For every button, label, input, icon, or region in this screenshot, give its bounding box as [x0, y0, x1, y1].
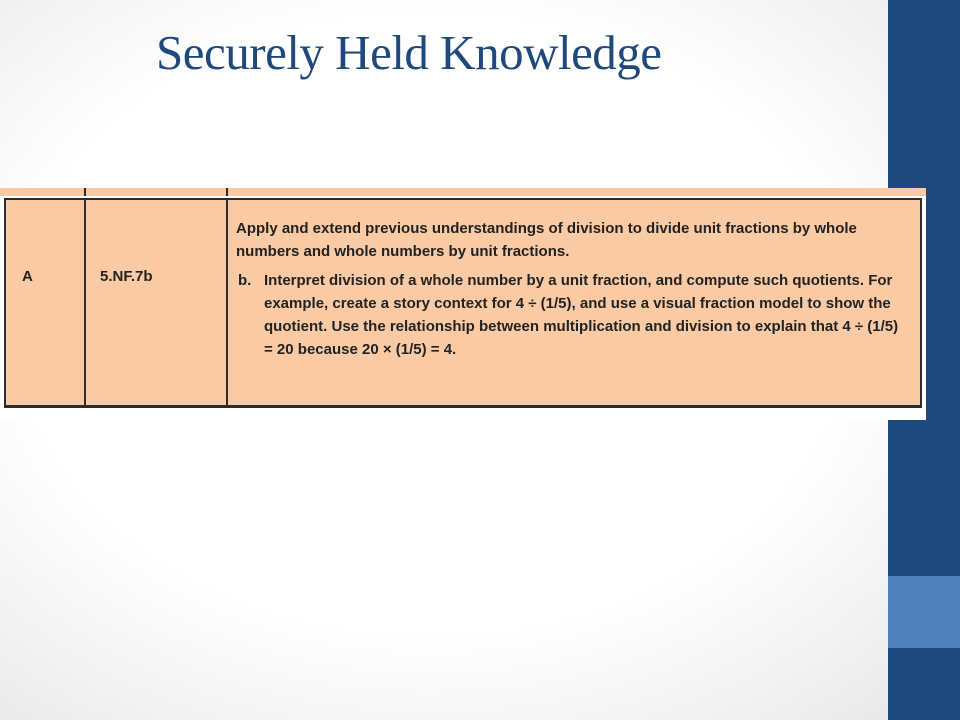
level-cell: A — [22, 268, 33, 285]
standard-code-cell: 5.NF.7b — [100, 268, 153, 285]
column-divider — [84, 188, 86, 196]
column-divider — [920, 200, 922, 405]
sub-standard-item — [236, 269, 906, 361]
standards-table — [0, 188, 926, 420]
item-text: Interpret division of a whole number by a unit fraction, and compute such quotients. For example, create a story context for 4 ÷ (1/5), and use a visual fraction model to show the quotient. Use the relationship between multiplication and division to explain that 4 ÷ (1/5) = 20 because 20 × (1/5) = 4. — [264, 272, 899, 358]
side-accent-block — [888, 576, 960, 648]
description-cell — [236, 217, 906, 361]
slide-title: Securely Held Knowledge — [156, 25, 662, 80]
column-divider — [226, 188, 228, 196]
standard-description: Apply and extend previous understandings of division to divide unit fractions by whole numbers and whole numbers by unit fractions. — [236, 220, 857, 260]
column-divider — [4, 200, 6, 405]
column-divider — [226, 200, 228, 405]
previous-row-edge — [0, 188, 926, 196]
item-marker: b. — [238, 272, 252, 289]
column-divider — [84, 200, 86, 405]
